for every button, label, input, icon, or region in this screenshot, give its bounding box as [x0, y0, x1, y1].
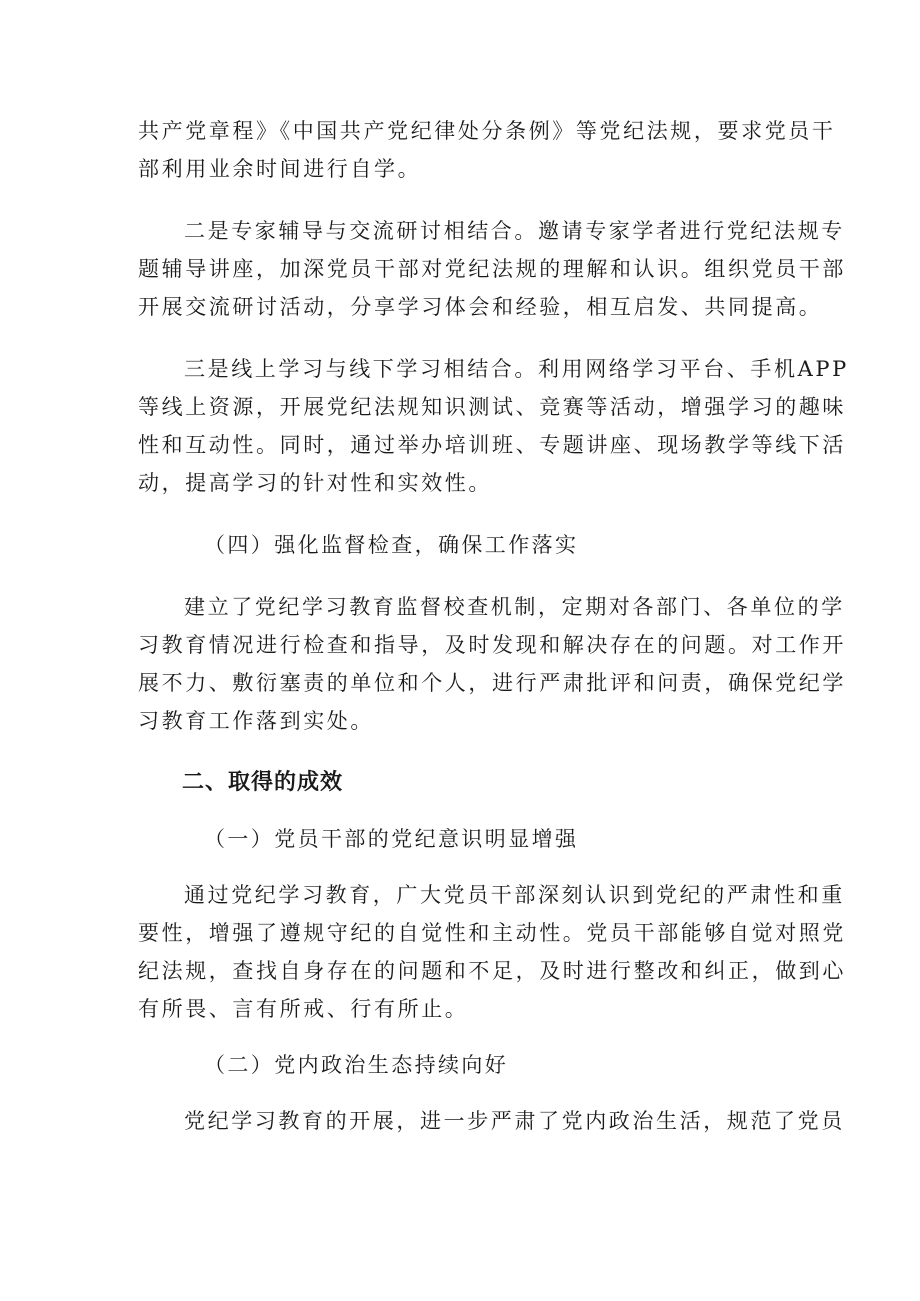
text-line: 共产党章程》《中国共产党纪律处分条例》等党纪法规，要求党员干 — [138, 119, 836, 143]
text-line: 建立了党纪学习教育监督校查机制，定期对各部门、各单位的学 — [184, 595, 845, 619]
text-line: 开展交流研讨活动，分享学习体会和经验，相互启发、共同提高。 — [138, 295, 823, 319]
paragraph-result-two — [138, 1102, 845, 1140]
result-one-title: （一）党员干部的党纪意识明显增强 — [204, 827, 579, 851]
text-line: 习教育情况进行检查和指导，及时发现和解决存在的问题。对工作开 — [138, 633, 846, 657]
paragraph-point-two — [138, 212, 846, 326]
text-line: 有所畏、言有所戒、行有所止。 — [138, 997, 469, 1021]
paragraph-point-three — [138, 350, 849, 502]
text-line: 展不力、敷衍塞责的单位和个人，进行严肃批评和问责，确保党纪学 — [138, 671, 846, 695]
text-line: 习教育工作落到实处。 — [138, 709, 374, 733]
paragraph-result-one — [138, 876, 846, 1028]
text-line: 性和互动性。同时，通过举办培训班、专题讲座、现场教学等线下活 — [138, 433, 846, 457]
text-line: 部利用业余时间进行自学。 — [138, 157, 422, 181]
text-line: 二是专家辅导与交流研讨相结合。邀请专家学者进行党纪法规专 — [184, 219, 845, 243]
text-line: 党纪学习教育的开展，进一步严肃了党内政治生活，规范了党员 — [184, 1109, 845, 1133]
text-line: 三是线上学习与线下学习相结合。利用网络学习平台、手机APP — [184, 357, 849, 381]
paragraph-section-four — [138, 588, 846, 740]
text-line: 通过党纪学习教育，广大党员干部深刻认识到党纪的严肃性和重 — [184, 883, 845, 907]
chapter-two-heading: 二、取得的成效 — [182, 770, 344, 795]
paragraph-continuation — [138, 112, 836, 188]
section-four-title: （四）强化监督检查，确保工作落实 — [204, 533, 579, 557]
text-line: 要性，增强了遵规守纪的自觉性和主动性。党员干部能够自觉对照党 — [138, 921, 846, 945]
text-line: 等线上资源，开展党纪法规知识测试、竞赛等活动，增强学习的趣味 — [138, 395, 846, 419]
text-line: 纪法规，查找自身存在的问题和不足，及时进行整改和纠正，做到心 — [138, 959, 846, 983]
document-page — [138, 112, 849, 1140]
text-line: 题辅导讲座，加深党员干部对党纪法规的理解和认识。组织党员干部 — [138, 257, 846, 281]
result-two-title: （二）党内政治生态持续向好 — [204, 1053, 509, 1077]
text-line: 动，提高学习的针对性和实效性。 — [138, 471, 492, 495]
